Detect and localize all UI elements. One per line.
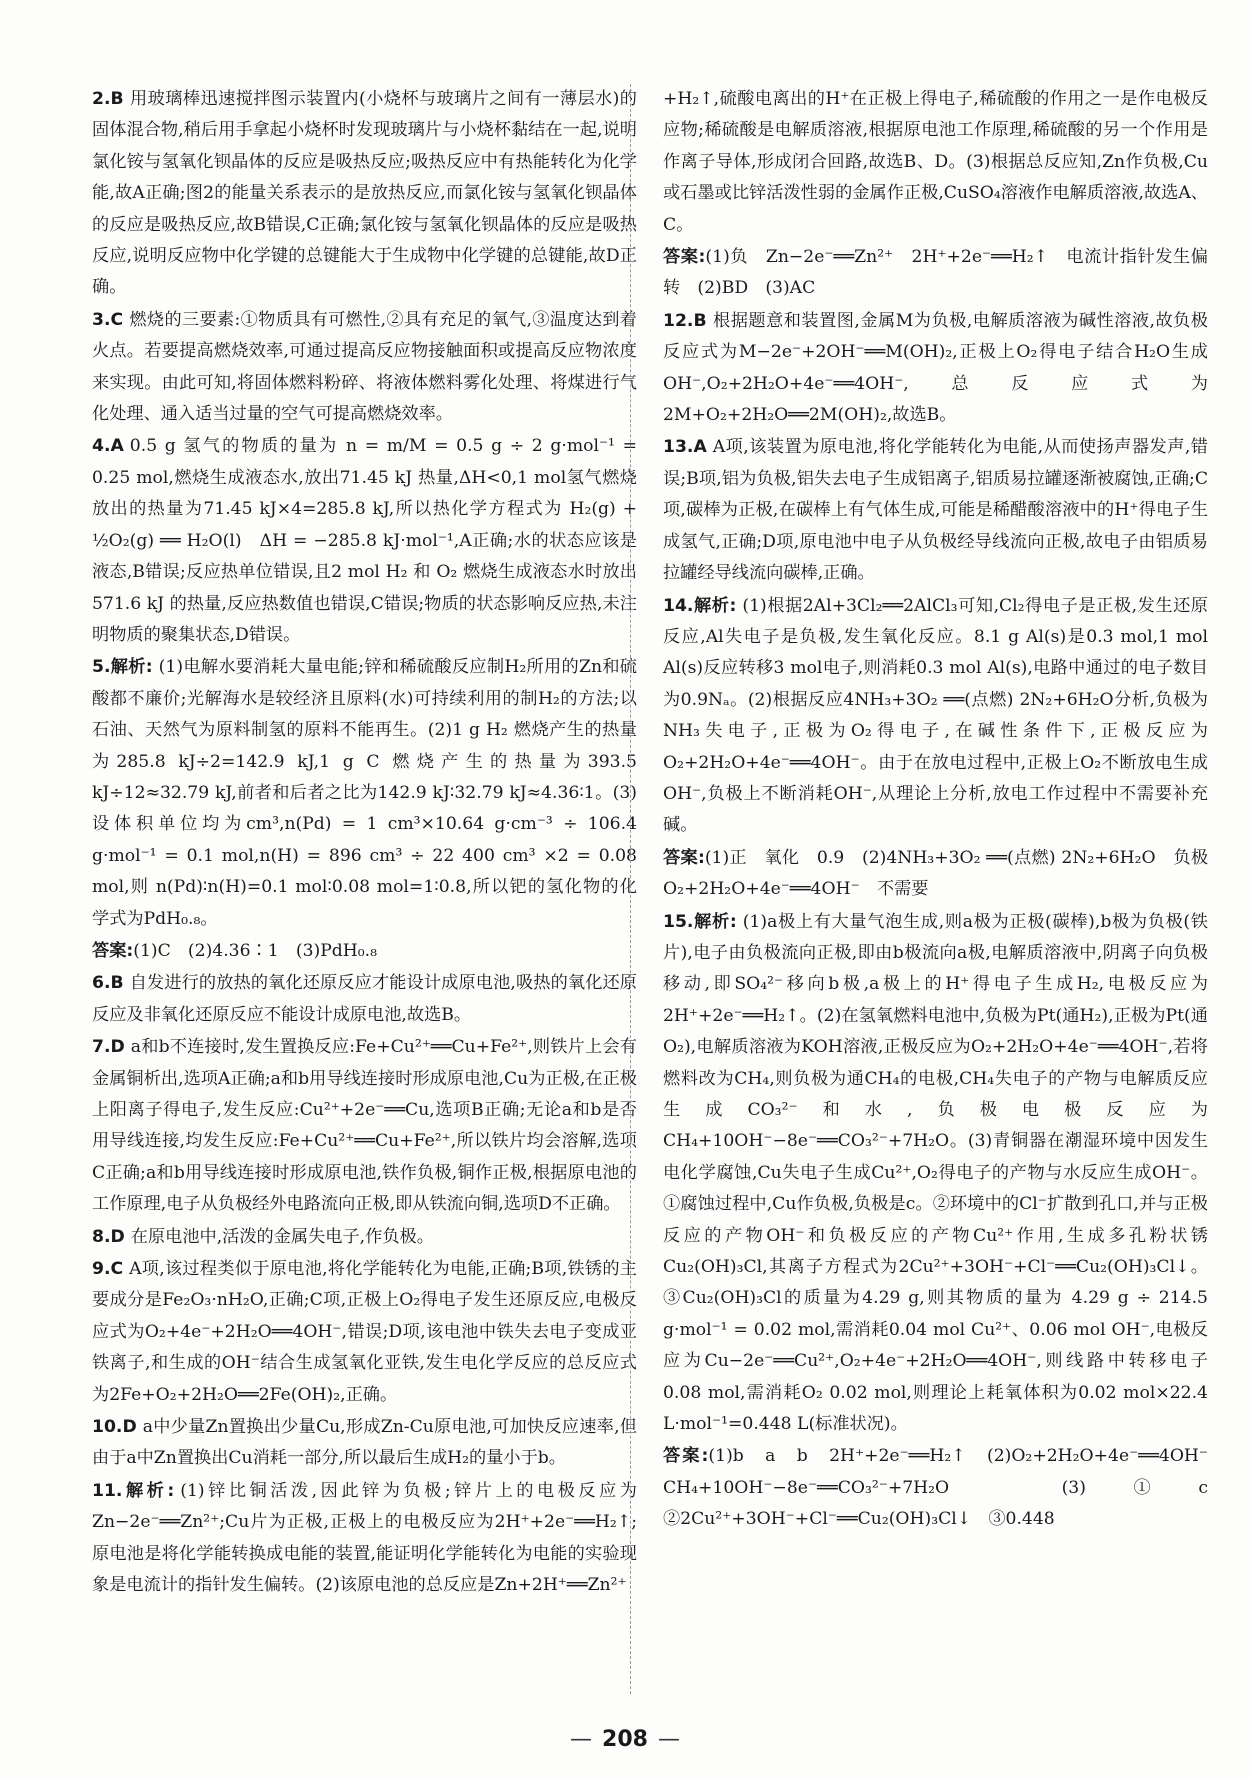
solution-item [663, 907, 1208, 1441]
solution-item [663, 591, 1208, 842]
answer-label: 答案: [663, 847, 705, 868]
item-number: 15.解析: [663, 911, 737, 932]
item-number: 12.B [663, 310, 707, 331]
item-text: 自发进行的放热的氧化还原反应才能设计成原电池,吸热的氧化还原反应及非氧化还原反应不能设计成原电池,故选B。 [92, 973, 637, 1025]
item-number: 6.B [92, 973, 124, 994]
item-text: A项,该过程类似于原电池,将化学能转化为电能,正确;B项,铁锈的主要成分是Fe₂O₃·nH₂O,正确;C项,正极上O₂得电子发生还原反应,电极反应式为O₂+4e⁻+2H₂O══4OH⁻,错误;D项,该电池中铁失去电子变成亚铁离子,和生成的OH⁻结合生成氢氧化亚铁,发生电化学反应的总反应式为2Fe+O₂+2H₂O══2Fe(OH)₂,正确。 [92, 1259, 637, 1405]
solution-item [92, 1254, 637, 1411]
right-column [663, 84, 1226, 1537]
answer-block [663, 843, 1226, 906]
item-number: 11.解析: [92, 1480, 175, 1501]
item-text: a和b不连接时,发生置换反应:Fe+Cu²⁺══Cu+Fe²⁺,则铁片上会有金属铜析出,选项A正确;a和b用导线连接时形成原电池,Cu为正极,在正极上阳离子得电子,发生反应:Cu²⁺+2e⁻══Cu,选项B正确;无论a和b是否用导线连接,均发生反应:Fe+Cu²⁺══Cu+Fe²⁺,所以铁片均会溶解,选项C正确;a和b用导线连接时形成原电池,铁作负极,铜作正极,根据原电池的工作原理,电子从负极经外电路流向正极,即从铁流向铜,选项D不正确。 [92, 1037, 637, 1215]
item-text: A项,该装置为原电池,将化学能转化为电能,从而使扬声器发声,错误;B项,铝为负极,铝失去电子生成铝离子,铝质易拉罐逐渐被腐蚀,正确;C项,碳棒为正极,在碳棒上有气体生成,可能是稀醋酸溶液中的H⁺得电子生成氢气,正确;D项,原电池中电子从负极经导线流向正极,故电子由铝质易拉罐经导线流向碳棒,正确。 [663, 437, 1208, 584]
answer-block [663, 242, 1208, 305]
item-number: 14.解析: [663, 595, 737, 616]
answer-label: 答案: [663, 247, 706, 268]
solution-item [92, 1412, 637, 1475]
item-number: 7.D [92, 1037, 125, 1058]
solution-item [92, 652, 637, 935]
item-text: (1)C (2)4.36∶1 (3)PdH₀.₈ [133, 940, 378, 961]
solution-item [663, 84, 1208, 241]
item-text: a中少量Zn置换出少量Cu,形成Zn-Cu原电池,可加快反应速率,但由于a中Zn置换出Cu消耗一部分,所以最后生成H₂的量小于b。 [92, 1417, 637, 1469]
column-divider [630, 84, 631, 1694]
item-number: 13.A [663, 437, 707, 458]
item-number: 10.D [92, 1417, 137, 1438]
answer-block [663, 1441, 1226, 1535]
page-number-dash-right: — [657, 1727, 680, 1752]
solution-item [92, 1222, 637, 1253]
solution-item [92, 1032, 637, 1220]
item-number: 3.C [92, 309, 124, 330]
item-text: (1)根据2Al+3Cl₂══2AlCl₃可知,Cl₂得电子是正极,发生还原反应,Al失电子是负极,发生氧化反应。8.1 g Al(s)是0.3 mol,1 mol Al(s)反应转移3 mol电子,则消耗0.3 mol Al(s),电路中通过的电子数目为0.9Nₐ。(2)根据反应4NH₃+3O₂ ══(点燃) 2N₂+6H₂O分析,负极为NH₃失电子,正极为O₂得电子,在碱性条件下,正极反应为O₂+2H₂O+4e⁻══4OH⁻。由于在放电过程中,正极上O₂不断放电生成OH⁻,负极上不断消耗OH⁻,从理论上分析,放电工作过程中不需要补充碱。 [663, 595, 1208, 836]
item-number: 5.解析: [92, 657, 153, 678]
solution-item [92, 431, 637, 651]
page-number [0, 1727, 1250, 1752]
solution-item [92, 968, 637, 1031]
solution-item [92, 84, 637, 304]
left-column [92, 84, 637, 1603]
item-text: 用玻璃棒迅速搅拌图示装置内(小烧杯与玻璃片之间有一薄层水)的固体混合物,稍后用手拿起小烧杯时发现玻璃片与小烧杯黏结在一起,说明氯化铵与氢氧化钡晶体的反应是吸热反应;吸热反应中有热能转化为化学能,故A正确;图2的能量关系表示的是放热反应,而氯化铵与氢氧化钡晶体的反应是吸热反应,故B错误,C正确;氯化铵与氢氧化钡晶体的反应是吸热反应,说明反应物中化学键的总键能大于生成物中化学键的总键能,故D正确。 [92, 89, 637, 298]
item-text: (1)锌比铜活泼,因此锌为负极;锌片上的电极反应为Zn−2e⁻══Zn²⁺;Cu片为正极,正极上的电极反应为2H⁺+2e⁻══H₂↑;原电池是将化学能转换成电能的装置,能证明化学能转化为电能的实验现象是电流计的指针发生偏转。(2)该原电池的总反应是Zn+2H⁺══Zn²⁺ [92, 1480, 637, 1596]
solution-item [663, 306, 1208, 432]
item-text: (1)电解水要消耗大量电能;锌和稀硫酸反应制H₂所用的Zn和硫酸都不廉价;光解海水是较经济且原料(水)可持续利用的制H₂的方法;以石油、天然气为原料制氢的原料不能再生。(2)1 g H₂ 燃烧产生的热量为285.8 kJ÷2=142.9 kJ,1 g C 燃烧产生的热量为393.5 kJ÷12≈32.79 kJ,前者和后者之比为142.9 kJ∶32.79 kJ≈4.36∶1。(3)设体积单位均为cm³,n(Pd) = 1 cm³×10.64 g·cm⁻³ ÷ 106.4 g·mol⁻¹ = 0.1 mol,n(H) = 896 cm³ ÷ 22 400 cm³ ×2 = 0.08 mol,则 n(Pd)∶n(H)=0.1 mol∶0.08 mol=1∶0.8,所以钯的氢化物的化学式为PdH₀.₈。 [92, 657, 637, 929]
item-number: 8.D [92, 1226, 125, 1247]
page-number-value: 208 [602, 1727, 648, 1752]
item-number: 2.B [92, 89, 124, 109]
solution-item [663, 432, 1208, 589]
item-number: 9.C [92, 1259, 124, 1280]
solution-item [92, 1476, 637, 1602]
answer-label: 答案: [663, 1446, 709, 1467]
solution-item [92, 305, 637, 431]
item-text: +H₂↑,硫酸电离出的H⁺在正极上得电子,稀硫酸的作用之一是作电极反应物;稀硫酸是电解质溶液,根据原电池工作原理,稀硫酸的另一个作用是作离子导体,形成闭合回路,故选B、D。(3)根据总反应知,Zn作负极,Cu或石墨或比锌活泼性弱的金属作正极,CuSO₄溶液作电解质溶液,故选A、C。 [663, 89, 1208, 235]
page-number-dash-left: — [570, 1727, 593, 1752]
item-text: 燃烧的三要素:①物质具有可燃性,②具有充足的氧气,③温度达到着火点。若要提高燃烧效率,可通过提高反应物接触面积或提高反应物浓度来实现。由此可知,将固体燃料粉碎、将液体燃料雾化处理、将煤进行气化处理、通入适当过量的空气可提高燃烧效率。 [92, 309, 637, 425]
item-number: 4.A [92, 436, 124, 457]
answer-block [92, 936, 637, 967]
item-text: (1)b a b 2H⁺+2e⁻══H₂↑ (2)O₂+2H₂O+4e⁻══4OH⁻ CH₄+10OH⁻−8e⁻══CO₃²⁻+7H₂O (3)①c ②2Cu²⁺+3OH⁻+Cl⁻══Cu₂(OH)₃Cl↓ ③0.448 [663, 1446, 1226, 1530]
item-text: (1)负 Zn−2e⁻══Zn²⁺ 2H⁺+2e⁻══H₂↑ 电流计指针发生偏转 (2)BD (3)AC [663, 247, 1208, 299]
item-text: 在原电池中,活泼的金属失电子,作负极。 [130, 1226, 434, 1247]
item-text: (1)正 氧化 0.9 (2)4NH₃+3O₂ ══(点燃) 2N₂+6H₂O 负极 O₂+2H₂O+4e⁻══4OH⁻ 不需要 [663, 847, 1226, 900]
item-text: (1)a极上有大量气泡生成,则a极为正极(碳棒),b极为负极(铁片),电子由负极流向正极,即由b极流向a极,电解质溶液中,阴离子向负极移动,即SO₄²⁻移向b极,a极上的H⁺得电子生成H₂,电极反应为2H⁺+2e⁻══H₂↑。(2)在氢氧燃料电池中,负极为Pt(通H₂),正极为Pt(通O₂),电解质溶液为KOH溶液,正极反应为O₂+2H₂O+4e⁻══4OH⁻,若将燃料改为CH₄,则负极为通CH₄的电极,CH₄失电子的产物与电解质反应生成CO₃²⁻和水,负极电极反应为CH₄+10OH⁻−8e⁻══CO₃²⁻+7H₂O。(3)青铜器在潮湿环境中因发生电化学腐蚀,Cu失电子生成Cu²⁺,O₂得电子的产物与水反应生成OH⁻。①腐蚀过程中,Cu作负极,负极是c。②环境中的Cl⁻扩散到孔口,并与正极反应的产物OH⁻和负极反应的产物Cu²⁺作用,生成多孔粉状锈Cu₂(OH)₃Cl,其离子方程式为2Cu²⁺+3OH⁻+Cl⁻══Cu₂(OH)₃Cl↓。③Cu₂(OH)₃Cl的质量为4.29 g,则其物质的量为 4.29 g ÷ 214.5 g·mol⁻¹ = 0.02 mol,需消耗0.04 mol Cu²⁺、0.06 mol OH⁻,电极反应为Cu−2e⁻══Cu²⁺,O₂+4e⁻+2H₂O══4OH⁻,则线路中转移电子0.08 mol,需消耗O₂ 0.02 mol,则理论上耗氧体积为0.02 mol×22.4 L·mol⁻¹=0.448 L(标准状况)。 [663, 911, 1208, 1435]
answer-label: 答案: [92, 940, 134, 961]
item-text: 0.5 g 氢气的物质的量为 n = m/M = 0.5 g ÷ 2 g·mol⁻¹ = 0.25 mol,燃烧生成液态水,放出71.45 kJ 热量,ΔH<0,1 mol氢气燃烧放出的热量为71.45 kJ×4=285.8 kJ,所以热化学方程式为 H₂(g) + ½O₂(g) ══ H₂O(l) ΔH = −285.8 kJ·mol⁻¹,A正确;水的状态应该是液态,B错误;反应热单位错误,且2 mol H₂ 和 O₂ 燃烧生成液态水时放出571.6 kJ 的热量,反应热数值也错误,C错误;物质的状态影响反应热,未注明物质的聚集状态,D错误。 [92, 436, 637, 645]
item-text: 根据题意和装置图,金属M为负极,电解质溶液为碱性溶液,故负极反应式为M−2e⁻+2OH⁻══M(OH)₂,正极上O₂得电子结合H₂O生成OH⁻,O₂+2H₂O+4e⁻══4OH⁻,总反应式为2M+O₂+2H₂O══2M(OH)₂,故选B。 [663, 310, 1208, 426]
